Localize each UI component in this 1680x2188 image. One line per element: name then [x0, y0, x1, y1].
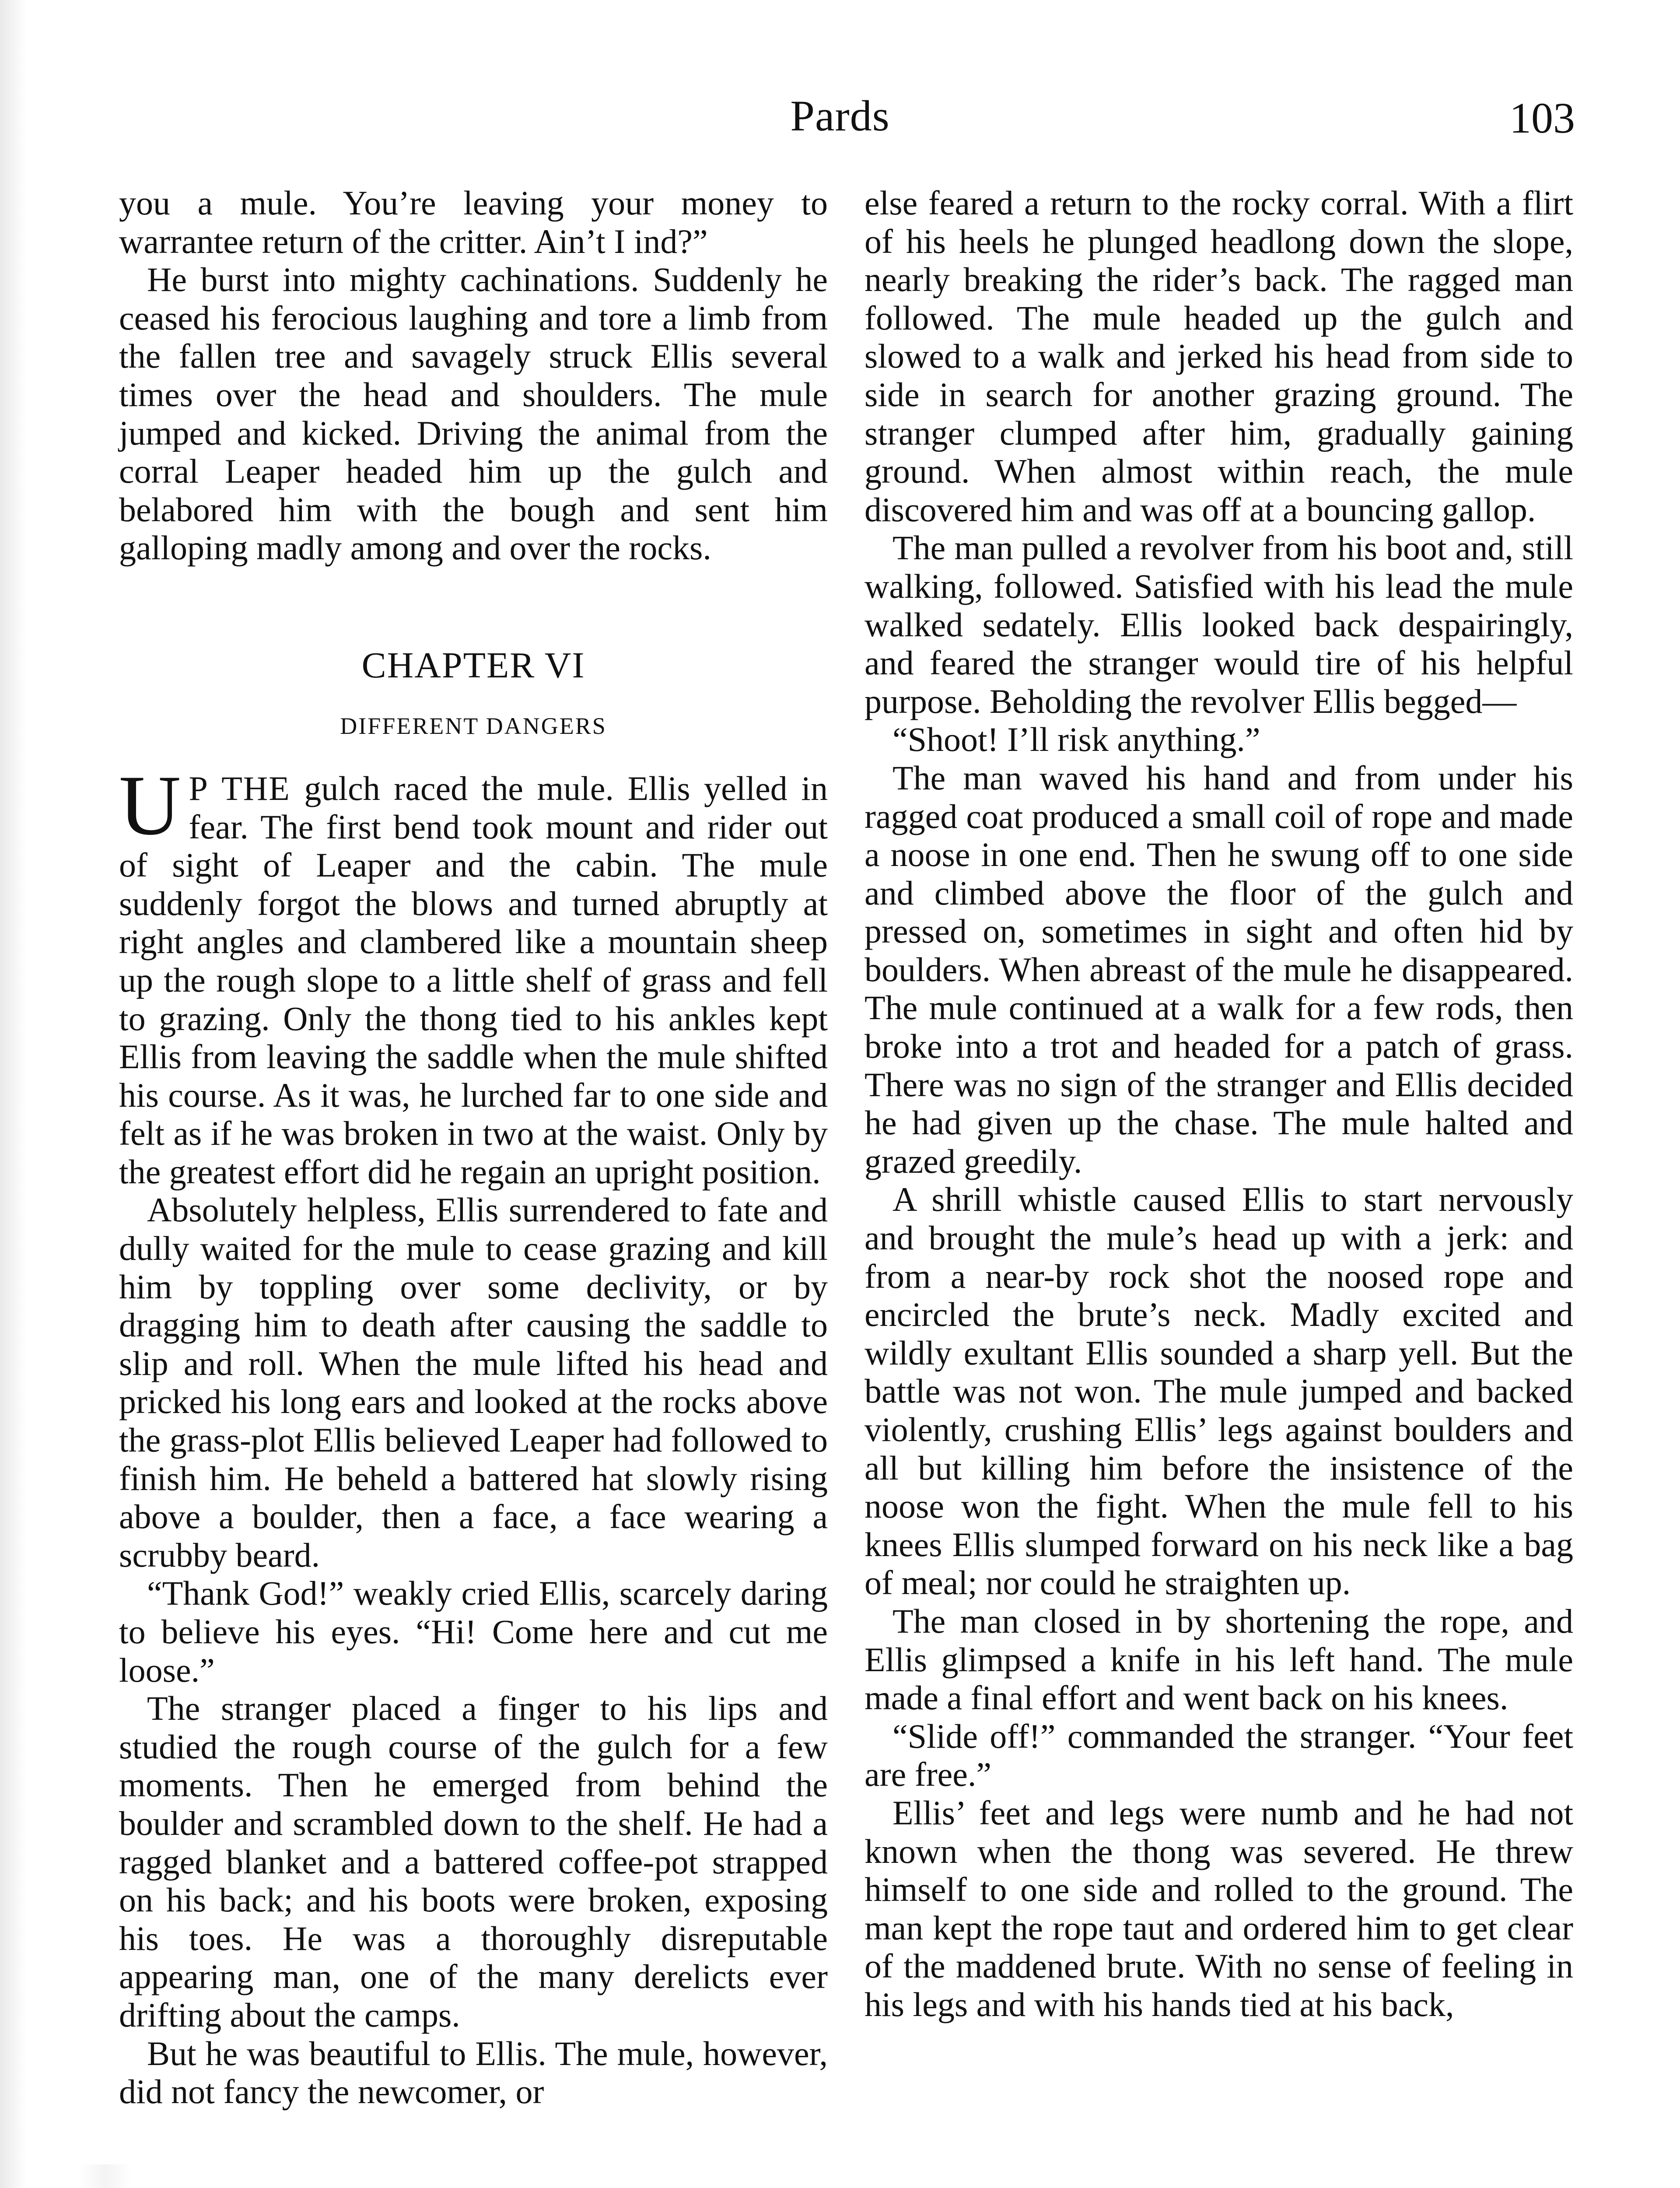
- paragraph: He burst into mighty cachinations. Suddenly he ceased his ferocious laughing and tore a limb from the fallen tree and savagely struck Ellis several times over the head and shoulders. The mule jumped and kicked. Driving the animal from the corral Leaper headed him up the gulch and belabored him with the bough and sent him galloping madly among and over the rocks.: [119, 260, 828, 567]
- paragraph: The man closed in by shortening the rope, and Ellis glimpsed a knife in his left hand. The mule made a final effort and went back on his knees.: [864, 1602, 1573, 1717]
- right-column: [864, 184, 1573, 2024]
- paragraph: A shrill whistle caused Ellis to start nervously and brought the mule’s head up with a jerk: and from a near-by rock shot the noosed rope and encircled the brute’s neck. Madly excited and wildly exultant Ellis sounded a sharp yell. But the battle was not won. The mule jumped and backed violently, crushing Ellis’ legs against boulders and all but killing him before the insistence of the noose won the fight. When the mule fell to his knees Ellis slumped forward on his neck like a bag of meal; nor could he straighten up.: [864, 1180, 1573, 1602]
- paragraph: else feared a return to the rocky corral. With a flirt of his heels he plunged headlong down the slope, nearly breaking the rider’s back. The ragged man followed. The mule headed up the gulch and slowed to a walk and jerked his head from side to side in search for another grazing ground. The stranger clumped after him, gradually gaining ground. When almost within reach, the mule discovered him and was off at a bouncing gallop.: [864, 184, 1573, 529]
- paragraph: “Thank God!” weakly cried Ellis, scarcely daring to believe his eyes. “Hi! Come here and cut me loose.”: [119, 1574, 828, 1689]
- running-title: Pards: [790, 91, 890, 140]
- paragraph: The man waved his hand and from under his ragged coat produced a small coil of rope and made a noose in one end. Then he swung off to one side and climbed above the floor of the gulch and pressed on, sometimes in sight and often hid by boulders. When abreast of the mule he disappeared. The mule continued at a walk for a few rods, then broke into a trot and headed for a patch of grass. There was no sign of the stranger and Ellis decided he had given up the chase. The mule halted and grazed greedily.: [864, 758, 1573, 1180]
- paragraph: Ellis’ feet and legs were numb and he had not known when the thong was severed. He threw himself to one side and rolled to the ground. The man kept the rope taut and ordered him to get clear of the maddened brute. With no sense of feeling in his legs and with his hands tied at his back,: [864, 1793, 1573, 2023]
- left-column: [119, 184, 828, 2111]
- paragraph: you a mule. You’re leaving your money to warrantee return of the critter. Ain’t I ind?”: [119, 184, 828, 260]
- lead-in: P THE: [189, 769, 290, 807]
- paragraph-text: gulch raced the mule. Ellis yelled in fear. The first bend took mount and rider out of sight of Leaper and the cabin. The mule suddenly forgot the blows and turned abruptly at right angles and clambered like a mountain sheep up the rough slope to a little shelf of grass and fell to grazing. Only the thong tied to his ankles kept Ellis from leaving the saddle when the mule shifted his course. As it was, he lurched far to one side and felt as if he was broken in two at the waist. Only by the greatest effort did he regain an upright position.: [119, 769, 828, 1191]
- paragraph: The man pulled a revolver from his boot and, still walking, followed. Satisfied with his lead the mule walked sedately. Ellis looked back despairingly, and feared the stranger would tire of his helpful purpose. Beholding the revolver Ellis begged—: [864, 529, 1573, 720]
- paragraph: But he was beautiful to Ellis. The mule, however, did not fancy the newcomer, or: [119, 2034, 828, 2111]
- drop-cap: U: [119, 757, 181, 853]
- paragraph: “Shoot! I’ll risk anything.”: [892, 720, 1260, 759]
- paragraph: Absolutely helpless, Ellis surrendered to fate and dully waited for the mule to cease grazing and kill him by toppling over some declivity, or by dragging him to death after causing the saddle to slip and roll. When the mule lifted his head and pricked his long ears and looked at the rocks above the grass-plot Ellis believed Leaper had followed to finish him. He beheld a battered hat slowly rising above a boulder, then a face, a face wearing a scrubby beard.: [119, 1191, 828, 1574]
- chapter-opening-paragraph: [119, 757, 828, 1191]
- scan-shadow: [79, 2164, 131, 2188]
- chapter-subtitle: DIFFERENT DANGERS: [340, 712, 607, 739]
- page-number: 103: [1509, 94, 1575, 142]
- chapter-title: CHAPTER VI: [361, 645, 585, 686]
- paragraph: The stranger placed a finger to his lips and studied the rough course of the gulch for a few moments. Then he emerged from behind the boulder and scrambled down to the shelf. He had a ragged blanket and a battered coffee-pot strapped on his back; and his boots were broken, exposing his toes. He was a thoroughly disreputable appearing man, one of the many derelicts ever drifting about the camps.: [119, 1689, 828, 2034]
- page-edge-shadow: [0, 0, 26, 2188]
- paragraph: “Slide off!” commanded the stranger. “Your feet are free.”: [864, 1717, 1573, 1794]
